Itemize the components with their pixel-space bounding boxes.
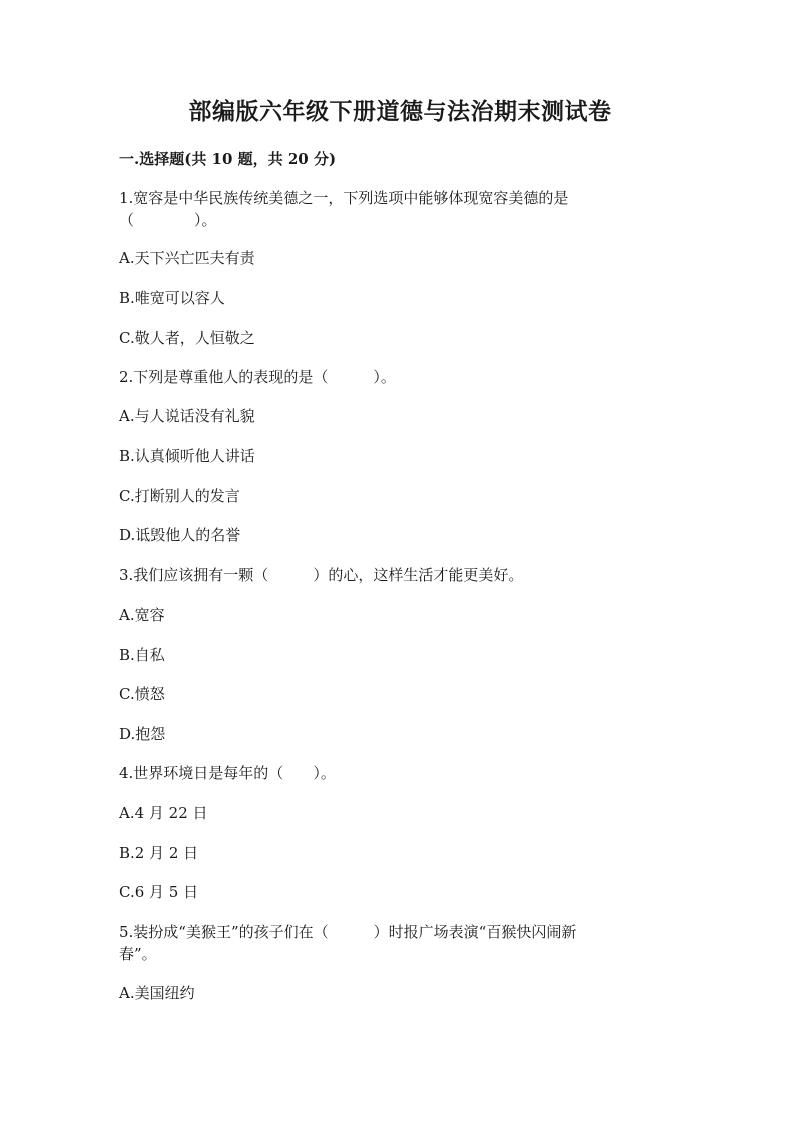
answer-option: B.2 月 2 日 [119, 844, 199, 862]
answer-option: C.打断别人的发言 [119, 487, 240, 505]
answer-option: A.4 月 22 日 [119, 804, 208, 822]
question-stem: 2.下列是尊重他人的表现的是（ ）。 [119, 368, 396, 386]
question-stem: 3.我们应该拥有一颗（ ）的心，这样生活才能更美好。 [119, 566, 524, 584]
question-stem: （ ）。 [119, 211, 217, 229]
answer-option: A.天下兴亡匹夫有责 [119, 249, 255, 267]
answer-option: B.唯宽可以容人 [119, 289, 225, 307]
question-stem: 5.装扮成“美猴王”的孩子们在（ ）时报广场表演“百猴快闪闹新 [119, 923, 577, 941]
answer-option: B.自私 [119, 646, 165, 664]
answer-option: C.愤怒 [119, 685, 165, 703]
answer-option: B.认真倾听他人讲话 [119, 447, 255, 465]
section-heading: 一.选择题(共 10 题，共 20 分) [119, 150, 337, 168]
page-title: 部编版六年级下册道德与法治期末测试卷 [188, 98, 612, 125]
question-stem: 4.世界环境日是每年的（ ）。 [119, 764, 336, 782]
question-stem: 春”。 [119, 945, 157, 963]
answer-option: C.6 月 5 日 [119, 883, 199, 901]
question-stem: 1.宽容是中华民族传统美德之一，下列选项中能够体现宽容美德的是 [119, 189, 569, 207]
answer-option: A.与人说话没有礼貌 [119, 407, 255, 425]
answer-option: D.抱怨 [119, 725, 166, 743]
answer-option: A.宽容 [119, 606, 165, 624]
answer-option: D.诋毁他人的名誉 [119, 526, 241, 544]
answer-option: C.敬人者，人恒敬之 [119, 329, 255, 347]
answer-option: A.美国纽约 [119, 984, 195, 1002]
